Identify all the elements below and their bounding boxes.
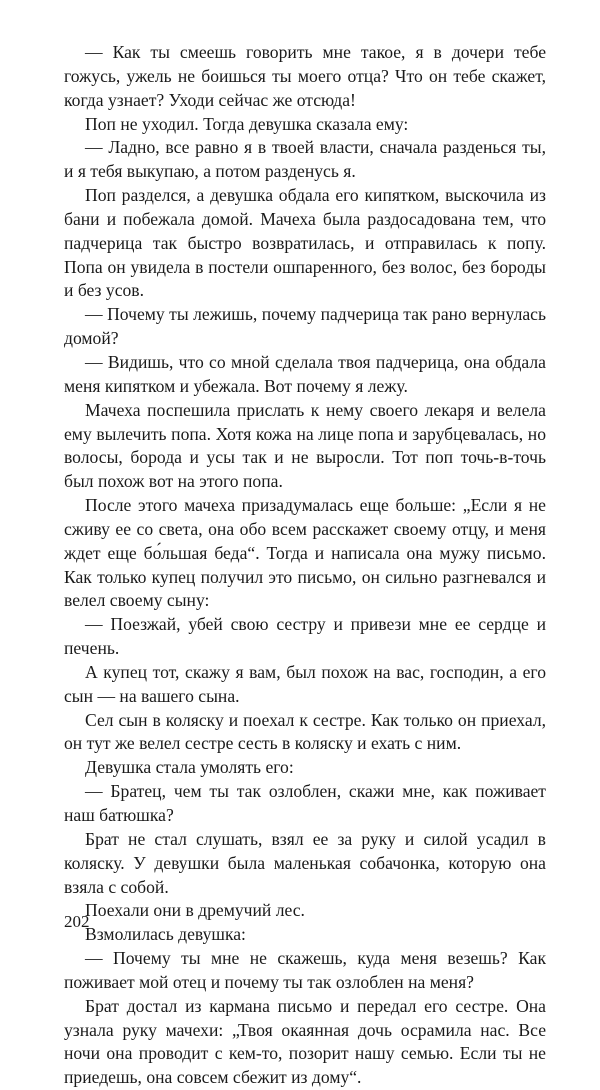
paragraph: Поехали они в дремучий лес. <box>85 900 305 921</box>
paragraph: После этого мачеха призадумалась еще больше: „Если я не сживу ее со света, она обо всем расскажет своему отцу, и меня ждет еще бо́льшая беда“. Тогда и написала она мужу письмо. Как только купец получил это письмо, он сильно разгневался и велел своему сыну: <box>64 495 546 611</box>
paragraph: Поп разделся, а девушка обдала его кипятком, выскочила из бани и побежала домой. Мачеха была раздосадована тем, что падчерица так быстро возвратилась, и отправилась к попу. Попа он увидела в постели ошпаренного, без волос, без бороды и без усов. <box>64 185 546 301</box>
paragraph: Девушка стала умолять его: <box>85 757 294 778</box>
paragraph: Сел сын в коляску и поехал к сестре. Как только он приехал, он тут же велел сестре сесть в коляску и ехать с ним. <box>64 709 546 754</box>
paragraph: Мачеха поспешила прислать к нему своего лекаря и велела ему вылечить попа. Хотя кожа на лице попа и зарубцевалась, но волосы, борода и усы так и не выросли. Тот поп точь-в-точь был похож вот на этого попа. <box>64 399 546 492</box>
paragraph: Брат не стал слушать, взял ее за руку и силой усадил в коляску. У девушки была маленькая собачонка, которую она взяла с собой. <box>64 828 546 897</box>
paragraph: — Ладно, все равно я в твоей власти, сначала разденься ты, и я тебя выкупаю, а потом разденусь я. <box>64 137 546 182</box>
paragraph: — Поезжай, убей свою сестру и привези мне ее сердце и печень. <box>64 614 546 659</box>
paragraph: — Братец, чем ты так озлоблен, скажи мне, как поживает наш батюшка? <box>64 781 546 825</box>
paragraph: — Почему ты мне не скажешь, куда меня везешь? Как поживает мой отец и почему ты так озлоблен на меня? <box>64 948 546 992</box>
page-number: 202 <box>64 912 90 931</box>
paragraph: Взмолилась девушка: <box>85 924 246 945</box>
paragraph: — Почему ты лежишь, почему падчерица так рано вернулась домой? <box>64 304 546 349</box>
paragraph: — Как ты смеешь говорить мне такое, я в дочери тебе гожусь, ужель не боишься ты моего отца? Что он тебе скажет, когда узнает? Уходи сейчас же отсюда! <box>64 42 546 110</box>
paragraph: А купец тот, скажу я вам, был похож на вас, господин, а его сын — на вашего сына. <box>64 661 546 706</box>
paragraph: — Видишь, что со мной сделала твоя падчерица, она обдала меня кипятком и убежала. Вот почему я лежу. <box>64 351 546 396</box>
page-text <box>64 41 546 1090</box>
paragraph: Поп не уходил. Тогда девушка сказала ему: <box>85 113 409 134</box>
paragraph: Брат достал из кармана письмо и передал его сестре. Она узнала руку мачехи: „Твоя окаянная дочь осрамила нас. Все ночи она проводит с кем-то, позорит нашу семью. Если ты не приедешь, она совсем сбежит из дому“. <box>64 995 546 1088</box>
